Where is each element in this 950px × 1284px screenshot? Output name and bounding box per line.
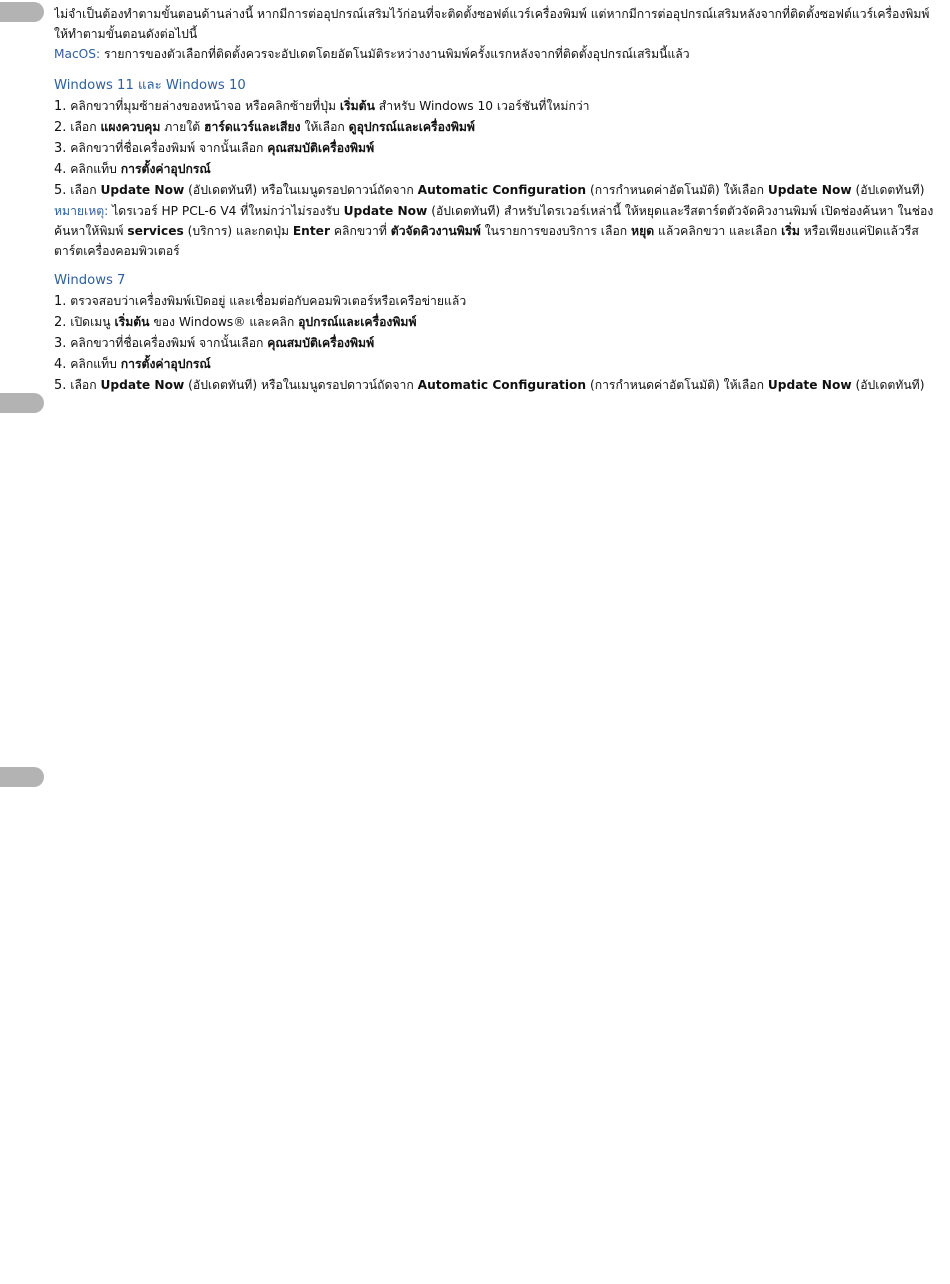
heading-windows-11-10: Windows 11 และ Windows 10 xyxy=(54,78,246,93)
intro-line-2: ให้ทำตามขั้นตอนดังต่อไปนี้ xyxy=(54,27,198,41)
win7-step-5: 5. เลือก Update Now (อัปเดตทันที) หรือในเมนูดรอปดาวน์ถัดจาก Automatic Configuration (การกำหนดค่าอัตโนมัติ) ให้เลือก Update Now (อัปเดตทันที) xyxy=(54,378,925,393)
intro-line-1: ไม่จำเป็นต้องทำตามขั้นตอนด้านล่างนี้ หากมีการต่ออุปกรณ์เสริมไว้ก่อนที่จะติดตั้งซอฟต์แวร์เครื่องพิมพ์ แต่หากมีการต่ออุปกรณ์เสริมหลังจากที่ติดตั้งซอฟต์แวร์เครื่องพิมพ์ xyxy=(54,7,930,21)
win10-step-2: 2. เลือก แผงควบคุม ภายใต้ ฮาร์ดแวร์และเสียง ให้เลือก ดูอุปกรณ์และเครื่องพิมพ์ xyxy=(54,120,475,135)
win10-step-1: 1. คลิกขวาที่มุมซ้ายล่างของหน้าจอ หรือคลิกซ้ายที่ปุ่ม เริ่มต้น สำหรับ Windows 10 เวอร์ชันที่ใหม่กว่า xyxy=(54,99,590,114)
win10-step-3: 3. คลิกขวาที่ชื่อเครื่องพิมพ์ จากนั้นเลือก คุณสมบัติเครื่องพิมพ์ xyxy=(54,141,375,156)
win10-step-4: 4. คลิกแท็บ การตั้งค่าอุปกรณ์ xyxy=(54,162,211,177)
macos-text: รายการของตัวเลือกที่ติดตั้งควรจะอัปเดตโดยอัตโนมัติระหว่างงานพิมพ์ครั้งแรกหลังจากที่ติดตั้งอุปกรณ์เสริมนี้แล้ว xyxy=(100,47,690,61)
macos-label: MacOS: xyxy=(54,47,101,61)
win10-note: หมายเหตุ: ไดรเวอร์ HP PCL-6 V4 ที่ใหม่กว่าไม่รองรับ Update Now (อัปเดตทันที) สำหรับไดรเวอร์เหล่านี้ ให้หยุดและรีสตาร์ตตัวจัดคิวงานพิมพ์ เปิดช่องค้นหา ในช่องค้นหาให้พิมพ์ services (บริการ) และกดปุ่ม Enter คลิกขวาที่ ตัวจัดคิวงานพิมพ์ ในรายการของบริการ เลือก หยุด แล้วคลิกขวา และเลือก เริ่ม หรือเพียงแค่ปิดแล้วรีสตาร์ตเครื่องคอมพิวเตอร์ xyxy=(54,204,934,258)
instructions-content xyxy=(54,4,938,396)
section-marker-3 xyxy=(0,767,44,787)
macos-note xyxy=(54,44,938,64)
note-label: หมายเหตุ: xyxy=(54,204,109,218)
win7-step-2: 2. เปิดเมนู เริ่มต้น ของ Windows® และคลิก อุปกรณ์และเครื่องพิมพ์ xyxy=(54,315,417,330)
win10-step-5: 5. เลือก Update Now (อัปเดตทันที) หรือในเมนูดรอปดาวน์ถัดจาก Automatic Configuration (การกำหนดค่าอัตโนมัติ) ให้เลือก Update Now (อัปเดตทันที) xyxy=(54,183,925,198)
section-marker-1 xyxy=(0,2,44,22)
section-marker-2 xyxy=(0,393,44,413)
heading-windows-7: Windows 7 xyxy=(54,273,126,288)
win7-step-3: 3. คลิกขวาที่ชื่อเครื่องพิมพ์ จากนั้นเลือก คุณสมบัติเครื่องพิมพ์ xyxy=(54,336,375,351)
win7-step-4: 4. คลิกแท็บ การตั้งค่าอุปกรณ์ xyxy=(54,357,211,372)
win7-step-1: 1. ตรวจสอบว่าเครื่องพิมพ์เปิดอยู่ และเชื่อมต่อกับคอมพิวเตอร์หรือเครือข่ายแล้ว xyxy=(54,294,467,309)
